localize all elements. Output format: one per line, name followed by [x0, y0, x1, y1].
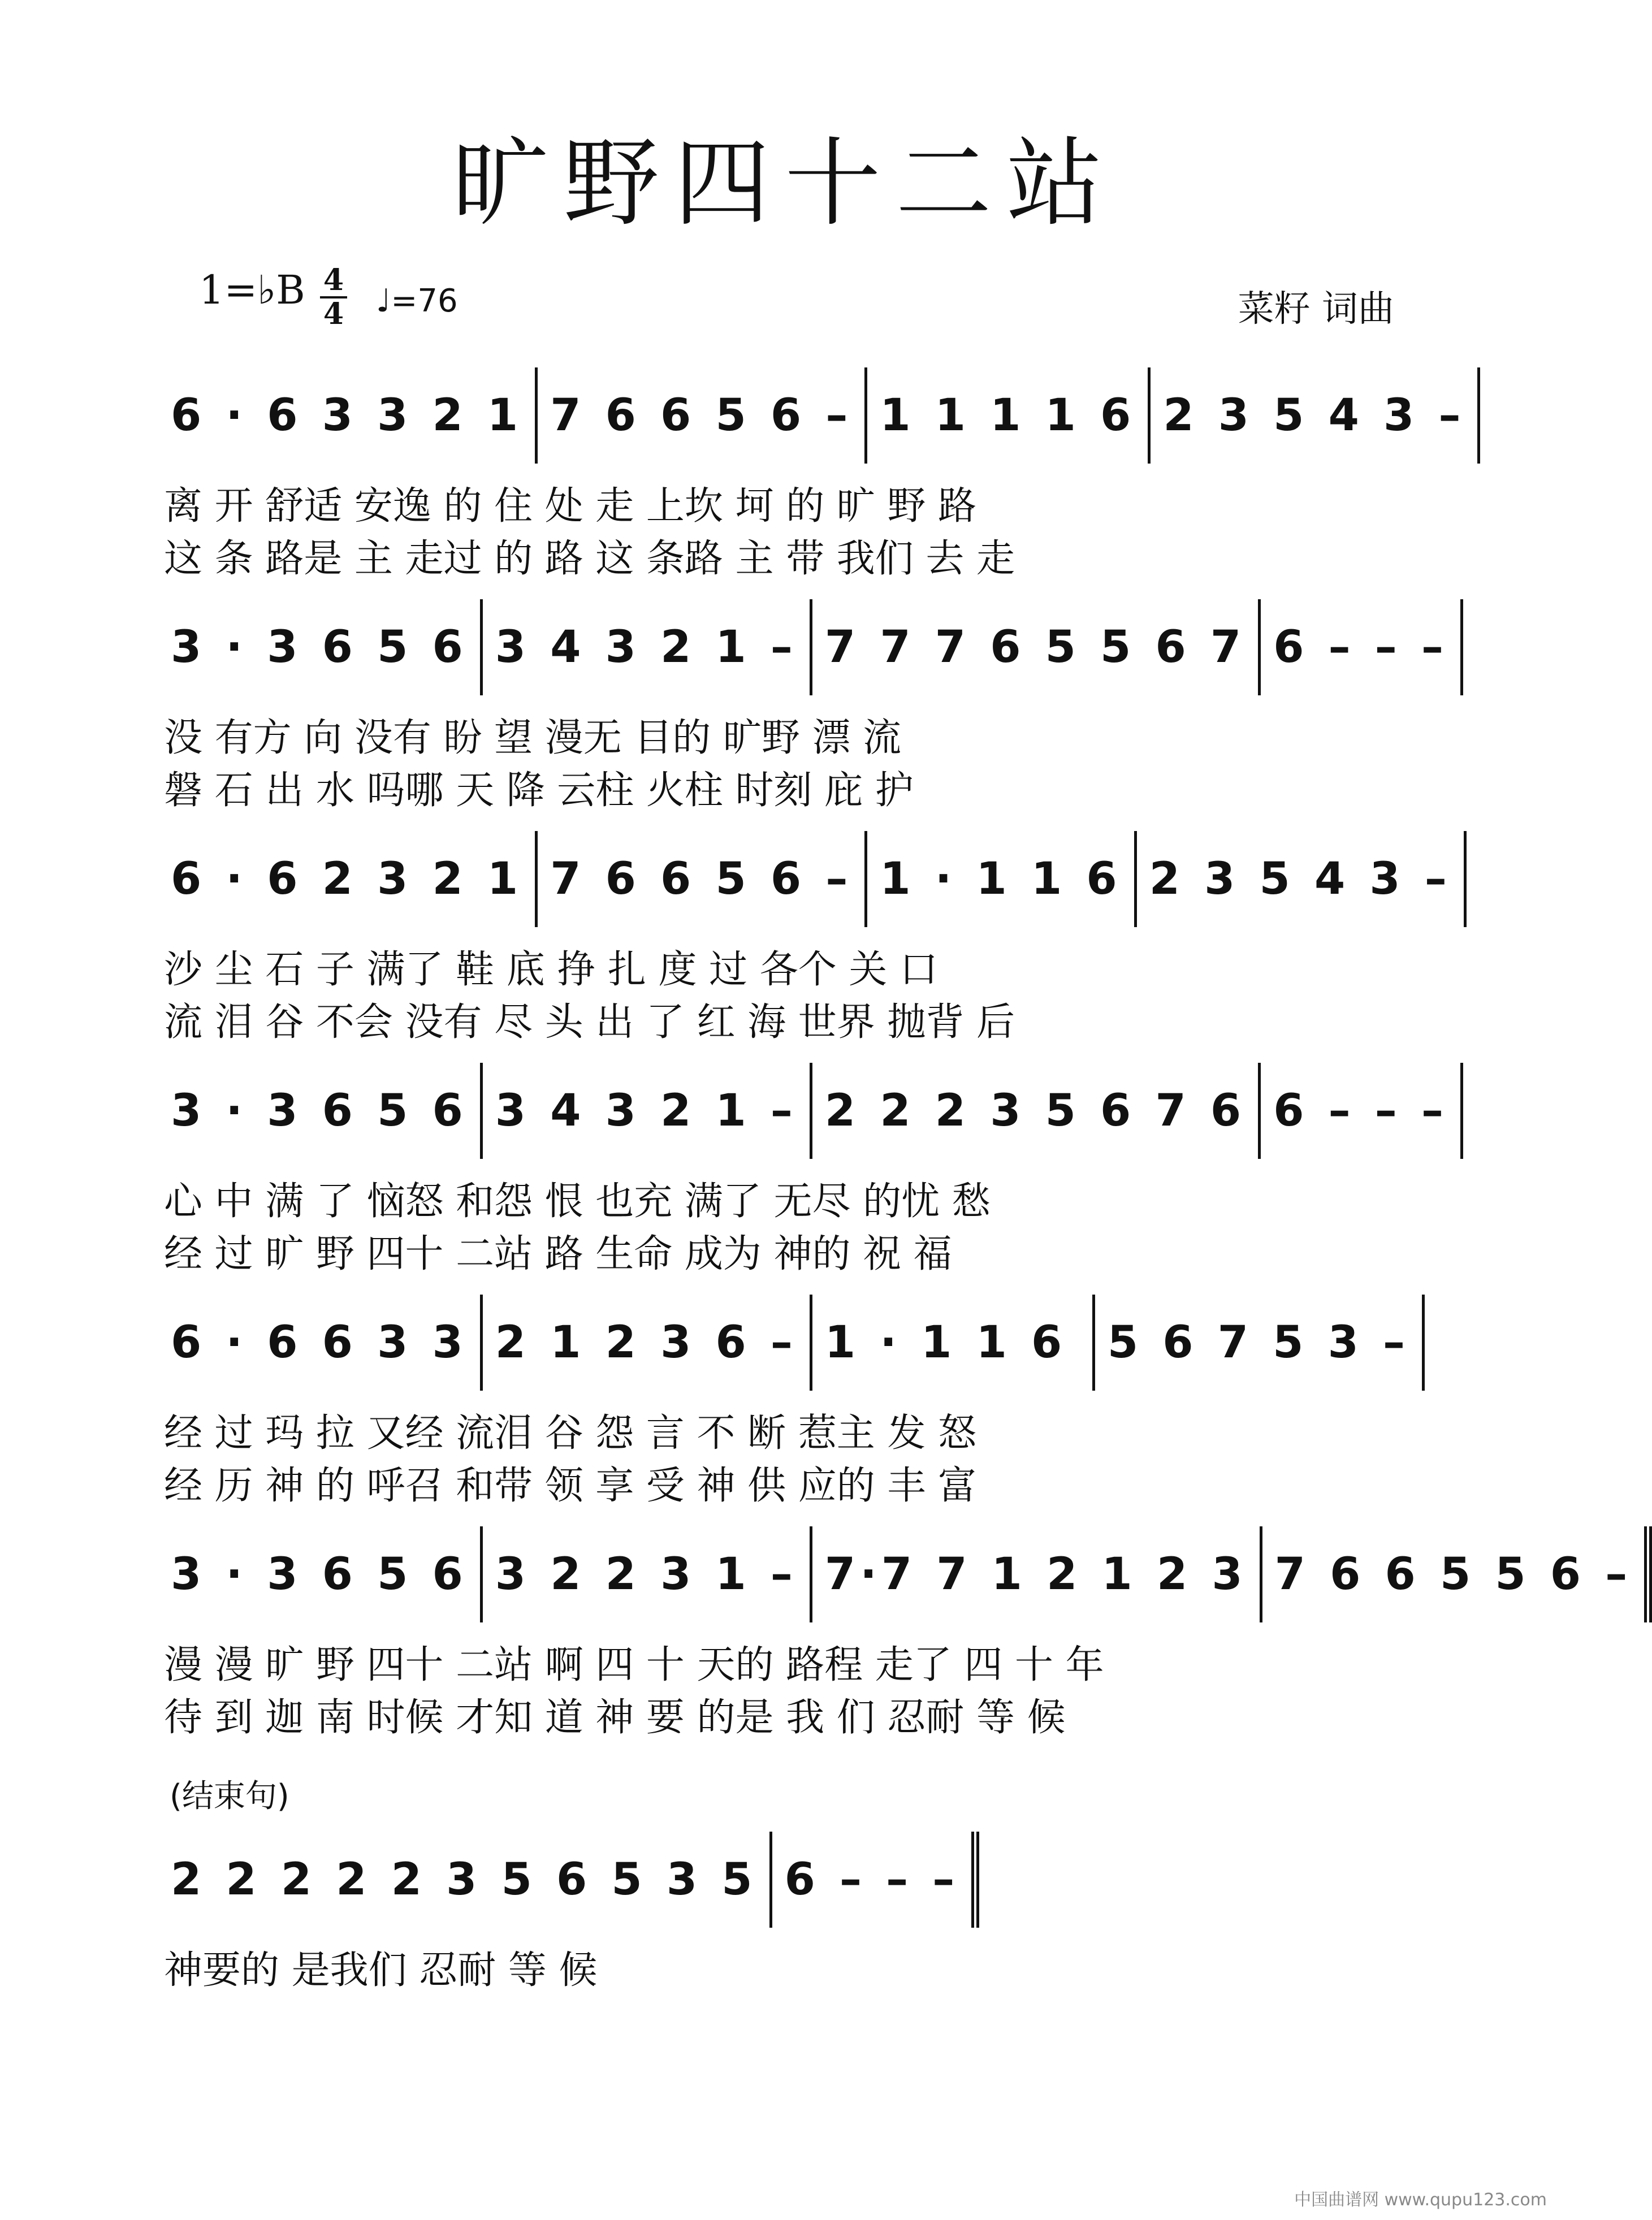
lyrics-verse-2: 磐 石 出 水 吗哪 天 降 云柱 火柱 时刻 庇 护	[164, 768, 914, 813]
lyrics-verse-1: 沙 尘 石 子 满了 鞋 底 挣 扎 度 过 各个 关 口	[164, 947, 938, 992]
site-watermark: 中国曲谱网 www.qupu123.com	[1294, 2190, 1547, 2210]
tempo-marking: ♩=76	[376, 283, 458, 319]
measure-row	[158, 1526, 1632, 1622]
measure-row	[158, 1063, 1448, 1159]
measure: 6 · 6 3 3 2 1	[158, 367, 538, 464]
key-signature: 1=♭B	[199, 267, 305, 313]
lyrics-verse-2: 经 历 神 的 呼召 和带 领 享 受 神 供 应的 丰 富	[164, 1464, 976, 1508]
lyrics-verse-1: 心 中 满 了 恼怒 和怨 恨 也充 满了 无尽 的忧 愁	[164, 1179, 991, 1224]
song-title: 旷野四十二站	[452, 128, 1117, 240]
measure: 2 2 2 2 2 3 5 6 5 3 5	[158, 1832, 772, 1928]
measure: 7 6 6 5 6 –	[538, 367, 867, 464]
lyrics-verse-1: 漫 漫 旷 野 四十 二站 啊 四 十 天的 路程 走了 四 十 年	[164, 1643, 1104, 1687]
lyrics-verse-2: 经 过 旷 野 四十 二站 路 生命 成为 神的 祝 福	[164, 1232, 952, 1276]
composer-credit: 菜籽 词曲	[1238, 288, 1394, 330]
lyrics-verse-1: 离 开 舒适 安逸 的 住 处 走 上坎 坷 的 旷 野 路	[164, 484, 976, 529]
measure: 6 – – –	[1261, 599, 1463, 695]
measure: 2 2 2 3 5 6 7 6	[812, 1063, 1261, 1159]
lyrics-verse-2: 待 到 迦 南 时候 才知 道 神 要 的是 我 们 忍耐 等 候	[164, 1695, 1066, 1740]
time-signature	[317, 263, 351, 331]
measure: 7 6 6 5 6 –	[538, 831, 867, 927]
measure: 3 2 2 3 1 –	[483, 1526, 812, 1622]
measure: 2 3 5 4 3 –	[1151, 367, 1480, 464]
measure-row	[158, 831, 1451, 927]
measure: 2 3 5 4 3 –	[1137, 831, 1467, 927]
measure: 3 · 3 6 5 6	[158, 599, 483, 695]
measure: 5 6 7 5 3 –	[1095, 1295, 1425, 1391]
measure-row	[158, 1832, 959, 1928]
measure-row	[158, 1295, 1425, 1391]
measure: 1 · 1 1 6	[867, 831, 1136, 927]
measure: 7 7 7 6 5 5 6 7	[812, 599, 1261, 695]
lyrics-verse-2: 流 泪 谷 不会 没有 尽 头 出 了 红 海 世界 抛背 后	[164, 1000, 1015, 1045]
measure: 3 4 3 2 1 –	[483, 1063, 812, 1159]
measure-final: 6 – – –	[772, 1832, 980, 1928]
measure: 6 · 6 2 3 2 1	[158, 831, 538, 927]
time-signature-bottom: 4	[323, 297, 344, 331]
coda-lyrics: 神要的 是我们 忍耐 等 候	[164, 1948, 598, 1993]
measure-final: 7 6 6 5 5 6 –	[1262, 1526, 1652, 1622]
lyrics-verse-1: 没 有方 向 没有 盼 望 漫无 目的 旷野 漂 流	[164, 716, 902, 760]
measure-row	[158, 599, 1448, 695]
measure: 6 – – –	[1261, 1063, 1463, 1159]
measure: 6 · 6 6 3 3	[158, 1295, 483, 1391]
measure: 1 1 1 1 6	[867, 367, 1151, 464]
measure: 7·7 7 1 2 1 2 3	[812, 1526, 1262, 1622]
measure: 1 · 1 1 6	[812, 1295, 1095, 1391]
measure: 2 1 2 3 6 –	[483, 1295, 812, 1391]
coda-label: (结束句)	[170, 1778, 289, 1815]
measure: 3 · 3 6 5 6	[158, 1063, 483, 1159]
measure-row	[158, 367, 1465, 464]
measure: 3 4 3 2 1 –	[483, 599, 812, 695]
lyrics-verse-2: 这 条 路是 主 走过 的 路 这 条路 主 带 我们 去 走	[164, 536, 1015, 581]
lyrics-verse-1: 经 过 玛 拉 又经 流泪 谷 怨 言 不 断 惹主 发 怒	[164, 1411, 976, 1456]
time-signature-top: 4	[323, 263, 344, 297]
measure: 3 · 3 6 5 6	[158, 1526, 483, 1622]
